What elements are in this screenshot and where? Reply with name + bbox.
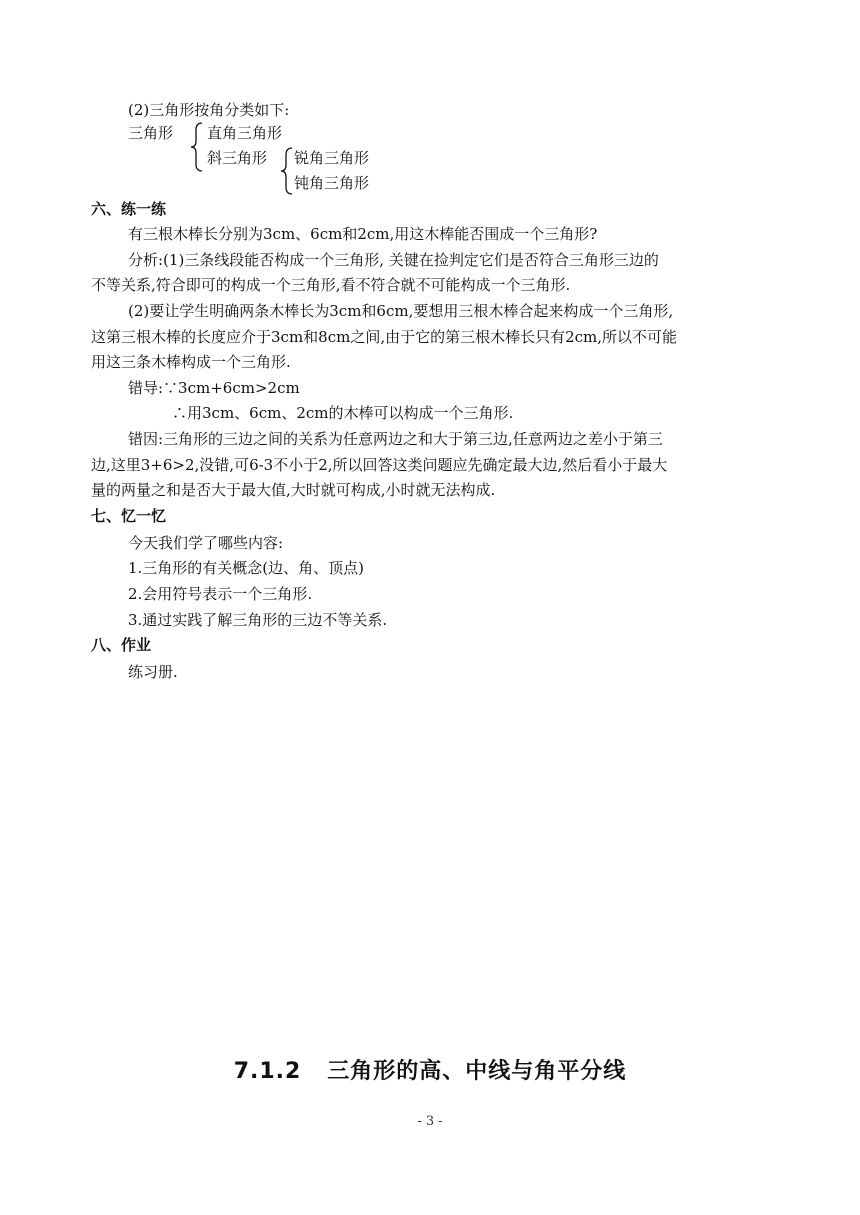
section6-cause-line3: 量的两量之和是否大于最大值,大时就可构成,小时就无法构成.	[91, 481, 496, 499]
classification-obtuse: 钝角三角形	[294, 174, 370, 192]
inner-brace-icon	[280, 147, 294, 195]
outer-brace-icon	[190, 122, 204, 172]
classification-intro: (2)三角形按角分类如下:	[128, 101, 290, 119]
classification-right: 直角三角形	[207, 124, 283, 142]
section6-analysis1-line2: 不等关系,符合即可的构成一个三角形,看不符合就不可能构成一个三角形.	[91, 276, 571, 294]
section6-wrong-line1: 错导:∵3cm+6cm>2cm	[128, 379, 300, 397]
section6-heading: 六、练一练	[91, 200, 167, 218]
section7-heading: 七、忆一忆	[91, 507, 167, 525]
next-section-title: 7.1.2 三角形的高、中线与角平分线	[233, 1059, 627, 1084]
section6-analysis1-line1: 分析:(1)三条线段能否构成一个三角形, 关键在捡判定它们是否符合三角形三边的	[128, 251, 659, 269]
section6-analysis2-line1: (2)要让学生明确两条木棒长为3cm和6cm,要想用三根木棒合起来构成一个三角形,	[128, 302, 674, 320]
classification-acute: 锐角三角形	[294, 149, 370, 167]
section6-analysis2-line3: 用这三条木棒构成一个三角形.	[91, 353, 291, 371]
section6-cause-line1: 错因:三角形的三边之间的关系为任意两边之和大于第三边,任意两边之差小于第三	[128, 430, 663, 448]
section7-intro: 今天我们学了哪些内容:	[128, 534, 284, 552]
page-number: - 3 -	[417, 1114, 443, 1129]
section8-text: 练习册.	[128, 663, 178, 681]
section6-analysis2-line2: 这第三根木棒的长度应介于3cm和8cm之间,由于它的第三根木棒长只有2cm,所以不可能	[91, 328, 678, 346]
section8-heading: 八、作业	[91, 636, 152, 654]
section7-item: 3.通过实践了解三角形的三边不等关系.	[128, 611, 388, 629]
classification-oblique: 斜三角形	[207, 149, 268, 167]
section7-item: 2.会用符号表示一个三角形.	[128, 585, 313, 603]
section6-cause-line2: 边,这里3+6>2,没错,可6-3不小于2,所以回答这类问题应先确定最大边,然后看小于最大	[91, 456, 668, 474]
section6-problem: 有三根木棒长分别为3cm、6cm和2cm,用这木棒能否围成一个三角形?	[128, 225, 598, 243]
classification-root: 三角形	[128, 124, 174, 142]
section6-wrong-line2: ∴用3cm、6cm、2cm的木棒可以构成一个三角形.	[172, 404, 514, 422]
section7-item: 1.三角形的有关概念(边、角、顶点)	[128, 559, 365, 577]
